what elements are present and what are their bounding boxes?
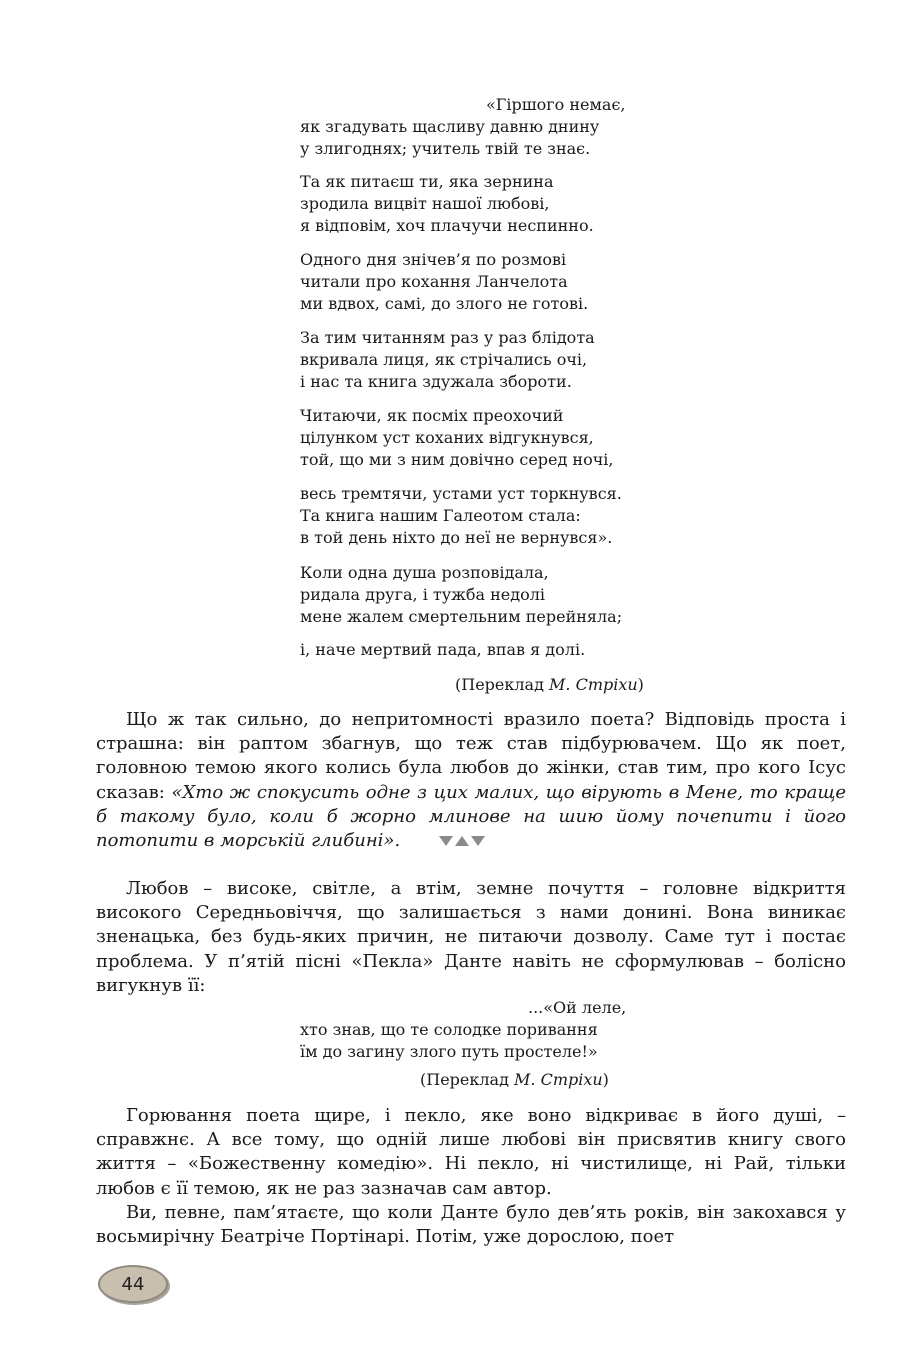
poem-stanza-6	[300, 483, 720, 549]
bible-quote: «Хто ж спокусить одне з цих малих, що вірують в Мене, то краще б такому було, коли б жорно млинове на шию йому почепити і його потопити в морській глибині».	[96, 781, 846, 852]
poem-line: ...«Ой леле,	[528, 998, 627, 1017]
poem-line: За тим читанням раз у раз блідота	[300, 328, 595, 347]
translator-name: М. Стріхи	[514, 1070, 603, 1089]
poem-line: «Гіршого немає,	[486, 95, 626, 114]
paragraph-body: Що ж так сильно, до непритомності вразило поета? Відповідь проста і страшна: він раптом збагнув, що теж став підбурювачем. Що як поет, головною темою якого колись була любов до жінки, став тим, про кого Ісус сказав:	[96, 709, 846, 803]
credit-prefix: (Переклад	[455, 675, 550, 694]
poem-stanza-8	[300, 639, 720, 661]
poem-line: весь тремтячи, устами уст торкнувся.	[300, 484, 622, 503]
page-number: 44	[121, 1273, 145, 1295]
paragraph-text	[96, 708, 846, 853]
poem-line: той, що ми з ним довічно серед ночі,	[300, 450, 614, 469]
poem-quote	[300, 997, 720, 1063]
page-number-badge	[98, 1265, 168, 1303]
paragraph-text: Любов – високе, світле, а втім, земне почуття – головне відкриття високого Середньовіччя, що залишається з нами донині. Вона виникає зненацька, без будь-яких причин, не питаючи дозволу. Саме тут і постає проблема. У п’ятій пісні «Пекла» Данте навіть не сформулював – болісно вигукнув її:	[96, 878, 846, 996]
credit-suffix: )	[637, 675, 644, 694]
poem-line: в той день ніхто до неї не вернувся».	[300, 528, 613, 547]
poem-line: читали про кохання Ланчелота	[300, 272, 568, 291]
poem-line: і нас та книга здужала збороти.	[300, 372, 572, 391]
poem-stanza-1	[300, 94, 720, 160]
paragraph	[96, 877, 846, 998]
poem-line: у злигоднях; учитель твій те знає.	[300, 139, 591, 158]
poem-line: Одного дня знічев’я по розмові	[300, 250, 567, 269]
section-end-marker-icon	[408, 829, 486, 853]
poem-line: Читаючи, як посміх преохочий	[300, 406, 564, 425]
credit-suffix: )	[602, 1070, 609, 1089]
paragraph	[96, 708, 846, 853]
poem-line: зродила вицвіт нашої любові,	[300, 194, 550, 213]
poem-line: як згадувать щасливу давню днину	[300, 117, 600, 136]
poem-stanza-7	[300, 562, 720, 628]
poem-line: вкривала лиця, як стрічались очі,	[300, 350, 588, 369]
translator-name: М. Стріхи	[549, 675, 638, 694]
poem-stanza-4	[300, 327, 720, 393]
poem-line: Та як питаєш ти, яка зернина	[300, 172, 554, 191]
poem-line: цілунком уст коханих відгукнувся,	[300, 428, 594, 447]
translation-credit	[455, 674, 644, 696]
paragraph	[96, 1104, 846, 1201]
paragraph-text: Ви, певне, пам’ятаєте, що коли Данте було дев’ять років, він закохався у восьмирічну Беатріче Портінарі. Потім, уже дорослою, поет	[96, 1202, 846, 1248]
poem-line: Коли одна душа розповідала,	[300, 563, 549, 582]
poem-stanza-2	[300, 171, 720, 237]
paragraph-text: Горювання поета щире, і пекло, яке воно відкриває в його душі, – справжнє. А все тому, що одній лише любові він присвятив книгу свого життя – «Божественну комедію». Ні пекло, ні чистилище, ні Рай, тільки любов є її темою, як не раз зазначав сам автор.	[96, 1105, 846, 1199]
credit-prefix: (Переклад	[420, 1070, 515, 1089]
poem-line: я відповім, хоч плачучи неспинно.	[300, 216, 594, 235]
poem-stanza-3	[300, 249, 720, 315]
poem-line: ридала друга, і тужба недолі	[300, 585, 546, 604]
paragraph	[96, 1201, 846, 1249]
poem-line: хто знав, що те солодке поривання	[300, 1020, 598, 1039]
poem-line: їм до загину злого путь простеле!»	[300, 1042, 598, 1061]
poem-stanza-5	[300, 405, 720, 471]
translation-credit	[420, 1069, 609, 1091]
poem-line: ми вдвох, самі, до злого не готові.	[300, 294, 589, 313]
poem-line: мене жалем смертельним перейняла;	[300, 607, 623, 626]
poem-line: Та книга нашим Галеотом стала:	[300, 506, 581, 525]
poem-line: і, наче мертвий пада, впав я долі.	[300, 640, 586, 659]
